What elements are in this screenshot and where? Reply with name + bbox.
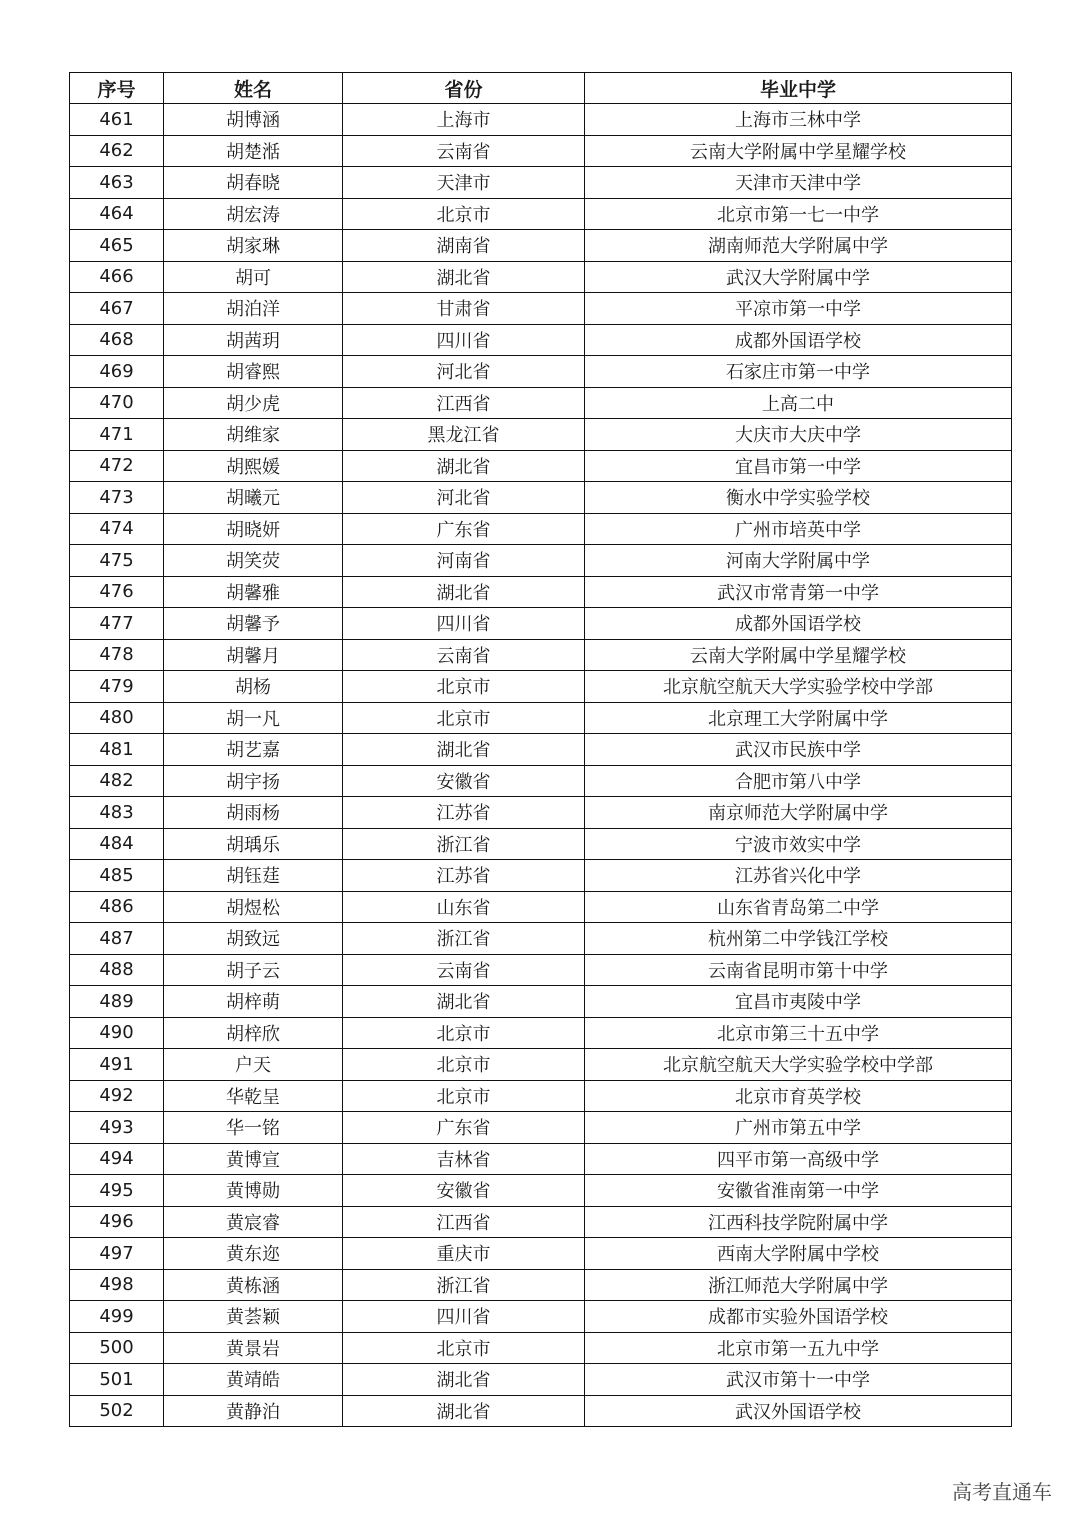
cell-name: 胡馨月 bbox=[164, 639, 343, 671]
cell-name: 胡家琳 bbox=[164, 230, 343, 262]
cell-province: 安徽省 bbox=[343, 765, 585, 797]
cell-province: 重庆市 bbox=[343, 1238, 585, 1270]
cell-name: 胡曦元 bbox=[164, 482, 343, 514]
cell-province: 上海市 bbox=[343, 104, 585, 136]
header-province: 省份 bbox=[343, 73, 585, 104]
table-row bbox=[70, 702, 1012, 734]
table-row bbox=[70, 1364, 1012, 1396]
cell-province: 北京市 bbox=[343, 1332, 585, 1364]
table-row bbox=[70, 1395, 1012, 1427]
table-row bbox=[70, 513, 1012, 545]
cell-school: 云南省昆明市第十中学 bbox=[585, 954, 1012, 986]
cell-index: 501 bbox=[70, 1364, 164, 1396]
cell-province: 北京市 bbox=[343, 1080, 585, 1112]
header-index: 序号 bbox=[70, 73, 164, 104]
table-row bbox=[70, 1049, 1012, 1081]
cell-province: 吉林省 bbox=[343, 1143, 585, 1175]
cell-name: 胡楚湉 bbox=[164, 135, 343, 167]
table-row bbox=[70, 419, 1012, 451]
table-row bbox=[70, 198, 1012, 230]
table-row bbox=[70, 1080, 1012, 1112]
table-row bbox=[70, 230, 1012, 262]
table-row bbox=[70, 293, 1012, 325]
cell-name: 胡茜玥 bbox=[164, 324, 343, 356]
cell-index: 476 bbox=[70, 576, 164, 608]
table-row bbox=[70, 1143, 1012, 1175]
cell-index: 482 bbox=[70, 765, 164, 797]
table-row bbox=[70, 1301, 1012, 1333]
table-row bbox=[70, 891, 1012, 923]
table-row bbox=[70, 923, 1012, 955]
cell-name: 胡博涵 bbox=[164, 104, 343, 136]
table-row bbox=[70, 261, 1012, 293]
cell-name: 户天 bbox=[164, 1049, 343, 1081]
cell-index: 480 bbox=[70, 702, 164, 734]
cell-school: 成都外国语学校 bbox=[585, 324, 1012, 356]
cell-province: 浙江省 bbox=[343, 1269, 585, 1301]
cell-name: 胡可 bbox=[164, 261, 343, 293]
cell-index: 467 bbox=[70, 293, 164, 325]
table-row bbox=[70, 608, 1012, 640]
cell-school: 四平市第一高级中学 bbox=[585, 1143, 1012, 1175]
cell-school: 江苏省兴化中学 bbox=[585, 860, 1012, 892]
table-row bbox=[70, 734, 1012, 766]
cell-school: 石家庄市第一中学 bbox=[585, 356, 1012, 388]
cell-index: 493 bbox=[70, 1112, 164, 1144]
cell-school: 广州市培英中学 bbox=[585, 513, 1012, 545]
cell-school: 北京航空航天大学实验学校中学部 bbox=[585, 671, 1012, 703]
cell-index: 499 bbox=[70, 1301, 164, 1333]
cell-name: 黄博宣 bbox=[164, 1143, 343, 1175]
cell-index: 481 bbox=[70, 734, 164, 766]
cell-name: 胡少虎 bbox=[164, 387, 343, 419]
cell-name: 胡致远 bbox=[164, 923, 343, 955]
cell-province: 安徽省 bbox=[343, 1175, 585, 1207]
cell-province: 湖北省 bbox=[343, 986, 585, 1018]
cell-index: 483 bbox=[70, 797, 164, 829]
cell-index: 470 bbox=[70, 387, 164, 419]
cell-name: 黄静泊 bbox=[164, 1395, 343, 1427]
cell-name: 胡馨予 bbox=[164, 608, 343, 640]
table-row bbox=[70, 954, 1012, 986]
cell-school: 武汉市民族中学 bbox=[585, 734, 1012, 766]
cell-index: 489 bbox=[70, 986, 164, 1018]
cell-school: 北京市育英学校 bbox=[585, 1080, 1012, 1112]
cell-index: 466 bbox=[70, 261, 164, 293]
cell-name: 黄博勋 bbox=[164, 1175, 343, 1207]
cell-index: 464 bbox=[70, 198, 164, 230]
cell-index: 465 bbox=[70, 230, 164, 262]
cell-province: 河南省 bbox=[343, 545, 585, 577]
cell-name: 黄东迩 bbox=[164, 1238, 343, 1270]
cell-province: 湖北省 bbox=[343, 1364, 585, 1396]
cell-index: 500 bbox=[70, 1332, 164, 1364]
table-row bbox=[70, 1112, 1012, 1144]
table-row bbox=[70, 1175, 1012, 1207]
cell-province: 江西省 bbox=[343, 1206, 585, 1238]
cell-name: 胡杨 bbox=[164, 671, 343, 703]
cell-index: 487 bbox=[70, 923, 164, 955]
table-row bbox=[70, 324, 1012, 356]
cell-school: 河南大学附属中学 bbox=[585, 545, 1012, 577]
cell-name: 黄景岩 bbox=[164, 1332, 343, 1364]
cell-name: 胡笑荧 bbox=[164, 545, 343, 577]
cell-index: 462 bbox=[70, 135, 164, 167]
cell-school: 湖南师范大学附属中学 bbox=[585, 230, 1012, 262]
cell-province: 湖北省 bbox=[343, 450, 585, 482]
cell-province: 四川省 bbox=[343, 324, 585, 356]
cell-name: 胡宇扬 bbox=[164, 765, 343, 797]
cell-province: 北京市 bbox=[343, 1017, 585, 1049]
cell-school: 北京市第一五九中学 bbox=[585, 1332, 1012, 1364]
cell-school: 北京理工大学附属中学 bbox=[585, 702, 1012, 734]
table-row bbox=[70, 356, 1012, 388]
cell-school: 山东省青岛第二中学 bbox=[585, 891, 1012, 923]
cell-school: 江西科技学院附属中学 bbox=[585, 1206, 1012, 1238]
header-school: 毕业中学 bbox=[585, 73, 1012, 104]
cell-school: 杭州第二中学钱江学校 bbox=[585, 923, 1012, 955]
cell-school: 浙江师范大学附属中学 bbox=[585, 1269, 1012, 1301]
table-row bbox=[70, 1017, 1012, 1049]
table-row bbox=[70, 387, 1012, 419]
cell-name: 胡维家 bbox=[164, 419, 343, 451]
cell-school: 西南大学附属中学校 bbox=[585, 1238, 1012, 1270]
cell-index: 485 bbox=[70, 860, 164, 892]
cell-province: 四川省 bbox=[343, 608, 585, 640]
cell-school: 上高二中 bbox=[585, 387, 1012, 419]
cell-index: 474 bbox=[70, 513, 164, 545]
cell-province: 云南省 bbox=[343, 954, 585, 986]
cell-name: 华一铭 bbox=[164, 1112, 343, 1144]
cell-province: 浙江省 bbox=[343, 923, 585, 955]
watermark-source: 高考直通车 bbox=[952, 1480, 1052, 1504]
cell-province: 江苏省 bbox=[343, 797, 585, 829]
cell-index: 498 bbox=[70, 1269, 164, 1301]
cell-school: 宜昌市夷陵中学 bbox=[585, 986, 1012, 1018]
table-row bbox=[70, 1269, 1012, 1301]
cell-school: 武汉外国语学校 bbox=[585, 1395, 1012, 1427]
cell-index: 497 bbox=[70, 1238, 164, 1270]
cell-province: 广东省 bbox=[343, 1112, 585, 1144]
cell-school: 天津市天津中学 bbox=[585, 167, 1012, 199]
cell-province: 云南省 bbox=[343, 639, 585, 671]
cell-name: 胡宏涛 bbox=[164, 198, 343, 230]
cell-school: 广州市第五中学 bbox=[585, 1112, 1012, 1144]
table-row bbox=[70, 135, 1012, 167]
cell-province: 江西省 bbox=[343, 387, 585, 419]
table-header-row bbox=[70, 73, 1012, 104]
cell-province: 湖北省 bbox=[343, 734, 585, 766]
table-row bbox=[70, 450, 1012, 482]
table-row bbox=[70, 797, 1012, 829]
cell-index: 473 bbox=[70, 482, 164, 514]
table-row bbox=[70, 765, 1012, 797]
table-row bbox=[70, 167, 1012, 199]
cell-school: 宁波市效实中学 bbox=[585, 828, 1012, 860]
cell-school: 南京师范大学附属中学 bbox=[585, 797, 1012, 829]
cell-province: 浙江省 bbox=[343, 828, 585, 860]
cell-index: 461 bbox=[70, 104, 164, 136]
cell-index: 472 bbox=[70, 450, 164, 482]
cell-name: 胡晓妍 bbox=[164, 513, 343, 545]
cell-index: 484 bbox=[70, 828, 164, 860]
cell-school: 武汉大学附属中学 bbox=[585, 261, 1012, 293]
table-row bbox=[70, 1332, 1012, 1364]
cell-name: 胡子云 bbox=[164, 954, 343, 986]
cell-province: 甘肃省 bbox=[343, 293, 585, 325]
cell-name: 胡梓萌 bbox=[164, 986, 343, 1018]
cell-school: 云南大学附属中学星耀学校 bbox=[585, 135, 1012, 167]
cell-index: 479 bbox=[70, 671, 164, 703]
cell-school: 大庆市大庆中学 bbox=[585, 419, 1012, 451]
cell-index: 490 bbox=[70, 1017, 164, 1049]
cell-index: 488 bbox=[70, 954, 164, 986]
cell-name: 胡春晓 bbox=[164, 167, 343, 199]
cell-index: 468 bbox=[70, 324, 164, 356]
cell-school: 宜昌市第一中学 bbox=[585, 450, 1012, 482]
cell-index: 475 bbox=[70, 545, 164, 577]
cell-name: 胡熙媛 bbox=[164, 450, 343, 482]
cell-province: 江苏省 bbox=[343, 860, 585, 892]
cell-province: 天津市 bbox=[343, 167, 585, 199]
table-row bbox=[70, 576, 1012, 608]
cell-school: 北京市第一七一中学 bbox=[585, 198, 1012, 230]
cell-province: 湖南省 bbox=[343, 230, 585, 262]
cell-school: 衡水中学实验学校 bbox=[585, 482, 1012, 514]
student-list-table bbox=[69, 72, 1012, 1427]
cell-index: 478 bbox=[70, 639, 164, 671]
cell-province: 山东省 bbox=[343, 891, 585, 923]
cell-province: 北京市 bbox=[343, 671, 585, 703]
table-row bbox=[70, 639, 1012, 671]
cell-index: 495 bbox=[70, 1175, 164, 1207]
cell-index: 502 bbox=[70, 1395, 164, 1427]
cell-province: 广东省 bbox=[343, 513, 585, 545]
table-row bbox=[70, 860, 1012, 892]
cell-province: 四川省 bbox=[343, 1301, 585, 1333]
cell-province: 北京市 bbox=[343, 198, 585, 230]
cell-name: 黄荟颖 bbox=[164, 1301, 343, 1333]
cell-province: 云南省 bbox=[343, 135, 585, 167]
cell-name: 华乾呈 bbox=[164, 1080, 343, 1112]
cell-school: 北京市第三十五中学 bbox=[585, 1017, 1012, 1049]
cell-name: 黄栋涵 bbox=[164, 1269, 343, 1301]
cell-province: 河北省 bbox=[343, 356, 585, 388]
cell-school: 安徽省淮南第一中学 bbox=[585, 1175, 1012, 1207]
cell-school: 成都市实验外国语学校 bbox=[585, 1301, 1012, 1333]
cell-index: 494 bbox=[70, 1143, 164, 1175]
cell-school: 北京航空航天大学实验学校中学部 bbox=[585, 1049, 1012, 1081]
cell-index: 486 bbox=[70, 891, 164, 923]
cell-name: 胡泊洋 bbox=[164, 293, 343, 325]
cell-school: 成都外国语学校 bbox=[585, 608, 1012, 640]
cell-school: 合肥市第八中学 bbox=[585, 765, 1012, 797]
cell-province: 北京市 bbox=[343, 1049, 585, 1081]
table-row bbox=[70, 828, 1012, 860]
cell-school: 武汉市常青第一中学 bbox=[585, 576, 1012, 608]
cell-index: 469 bbox=[70, 356, 164, 388]
cell-name: 胡艺嘉 bbox=[164, 734, 343, 766]
cell-province: 河北省 bbox=[343, 482, 585, 514]
cell-province: 黑龙江省 bbox=[343, 419, 585, 451]
header-name: 姓名 bbox=[164, 73, 343, 104]
cell-province: 湖北省 bbox=[343, 576, 585, 608]
cell-name: 胡瑀乐 bbox=[164, 828, 343, 860]
table-row bbox=[70, 1206, 1012, 1238]
cell-school: 武汉市第十一中学 bbox=[585, 1364, 1012, 1396]
cell-name: 胡雨杨 bbox=[164, 797, 343, 829]
cell-name: 胡睿熙 bbox=[164, 356, 343, 388]
cell-name: 黄宸睿 bbox=[164, 1206, 343, 1238]
cell-index: 492 bbox=[70, 1080, 164, 1112]
cell-index: 491 bbox=[70, 1049, 164, 1081]
cell-school: 云南大学附属中学星耀学校 bbox=[585, 639, 1012, 671]
cell-school: 上海市三林中学 bbox=[585, 104, 1012, 136]
cell-province: 湖北省 bbox=[343, 261, 585, 293]
cell-name: 胡钰莛 bbox=[164, 860, 343, 892]
cell-index: 463 bbox=[70, 167, 164, 199]
table-row bbox=[70, 482, 1012, 514]
cell-name: 胡梓欣 bbox=[164, 1017, 343, 1049]
cell-index: 477 bbox=[70, 608, 164, 640]
cell-index: 471 bbox=[70, 419, 164, 451]
cell-name: 黄靖皓 bbox=[164, 1364, 343, 1396]
cell-index: 496 bbox=[70, 1206, 164, 1238]
table-row bbox=[70, 104, 1012, 136]
cell-name: 胡馨雅 bbox=[164, 576, 343, 608]
cell-province: 北京市 bbox=[343, 702, 585, 734]
cell-name: 胡一凡 bbox=[164, 702, 343, 734]
table-row bbox=[70, 1238, 1012, 1270]
cell-province: 湖北省 bbox=[343, 1395, 585, 1427]
table-row bbox=[70, 545, 1012, 577]
cell-school: 平凉市第一中学 bbox=[585, 293, 1012, 325]
cell-name: 胡煜松 bbox=[164, 891, 343, 923]
table-row bbox=[70, 671, 1012, 703]
table-row bbox=[70, 986, 1012, 1018]
